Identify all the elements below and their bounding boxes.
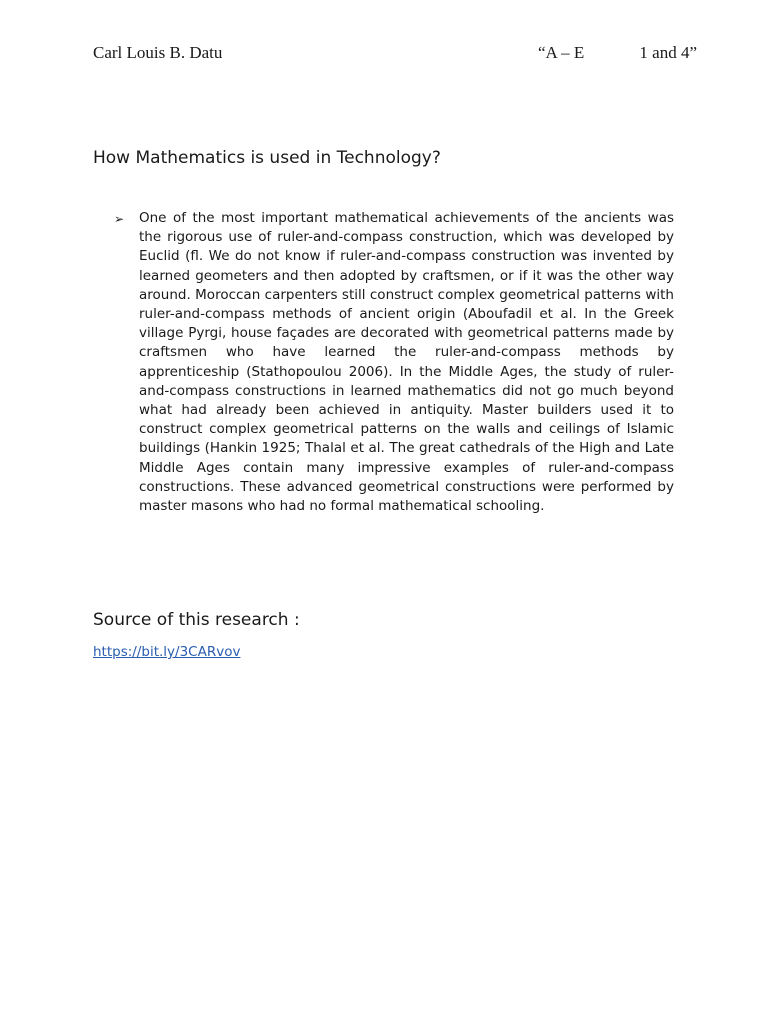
- source-link[interactable]: https://bit.ly/3CARvov: [93, 644, 241, 660]
- bullet-paragraph: One of the most important mathematical achievements of the ancients was the rigorous use of ruler-and-compass construction, which was developed by Euclid (fl. We do not know if ruler-and-compass construction was invented by learned geometers and then adopted by craftsmen, or if it was the other way around. Moroccan carpenters still construct complex geometrical patterns with ruler-and-compass methods of ancient origin (Aboufadil et al. In the Greek village Pyrgi, house façades are decorated with geometrical patterns made by craftsmen who have learned the ruler-and-compass methods by apprenticeship (Stathopoulou 2006). In the Middle Ages, the study of ruler-and-compass constructions in learned mathematics did not go much beyond what had already been achieved in antiquity. Master builders used it to construct complex geometrical patterns on the walls and ceilings of Islamic buildings (Hankin 1925; Thalal et al. The great cathedrals of the High and Late Middle Ages contain many impressive examples of ruler-and-compass constructions. These advanced geometrical constructions were performed by master masons who had no formal mathematical schooling.: [139, 210, 674, 515]
- source-heading: Source of this research :: [93, 610, 300, 630]
- page-header: [93, 43, 697, 67]
- document-title: How Mathematics is used in Technology?: [93, 148, 441, 168]
- author-name: Carl Louis B. Datu: [93, 43, 223, 62]
- section-label: “A – E: [538, 43, 585, 62]
- arrowhead-bullet-icon: ➢: [114, 212, 125, 226]
- group-numbers: 1 and 4”: [639, 43, 697, 62]
